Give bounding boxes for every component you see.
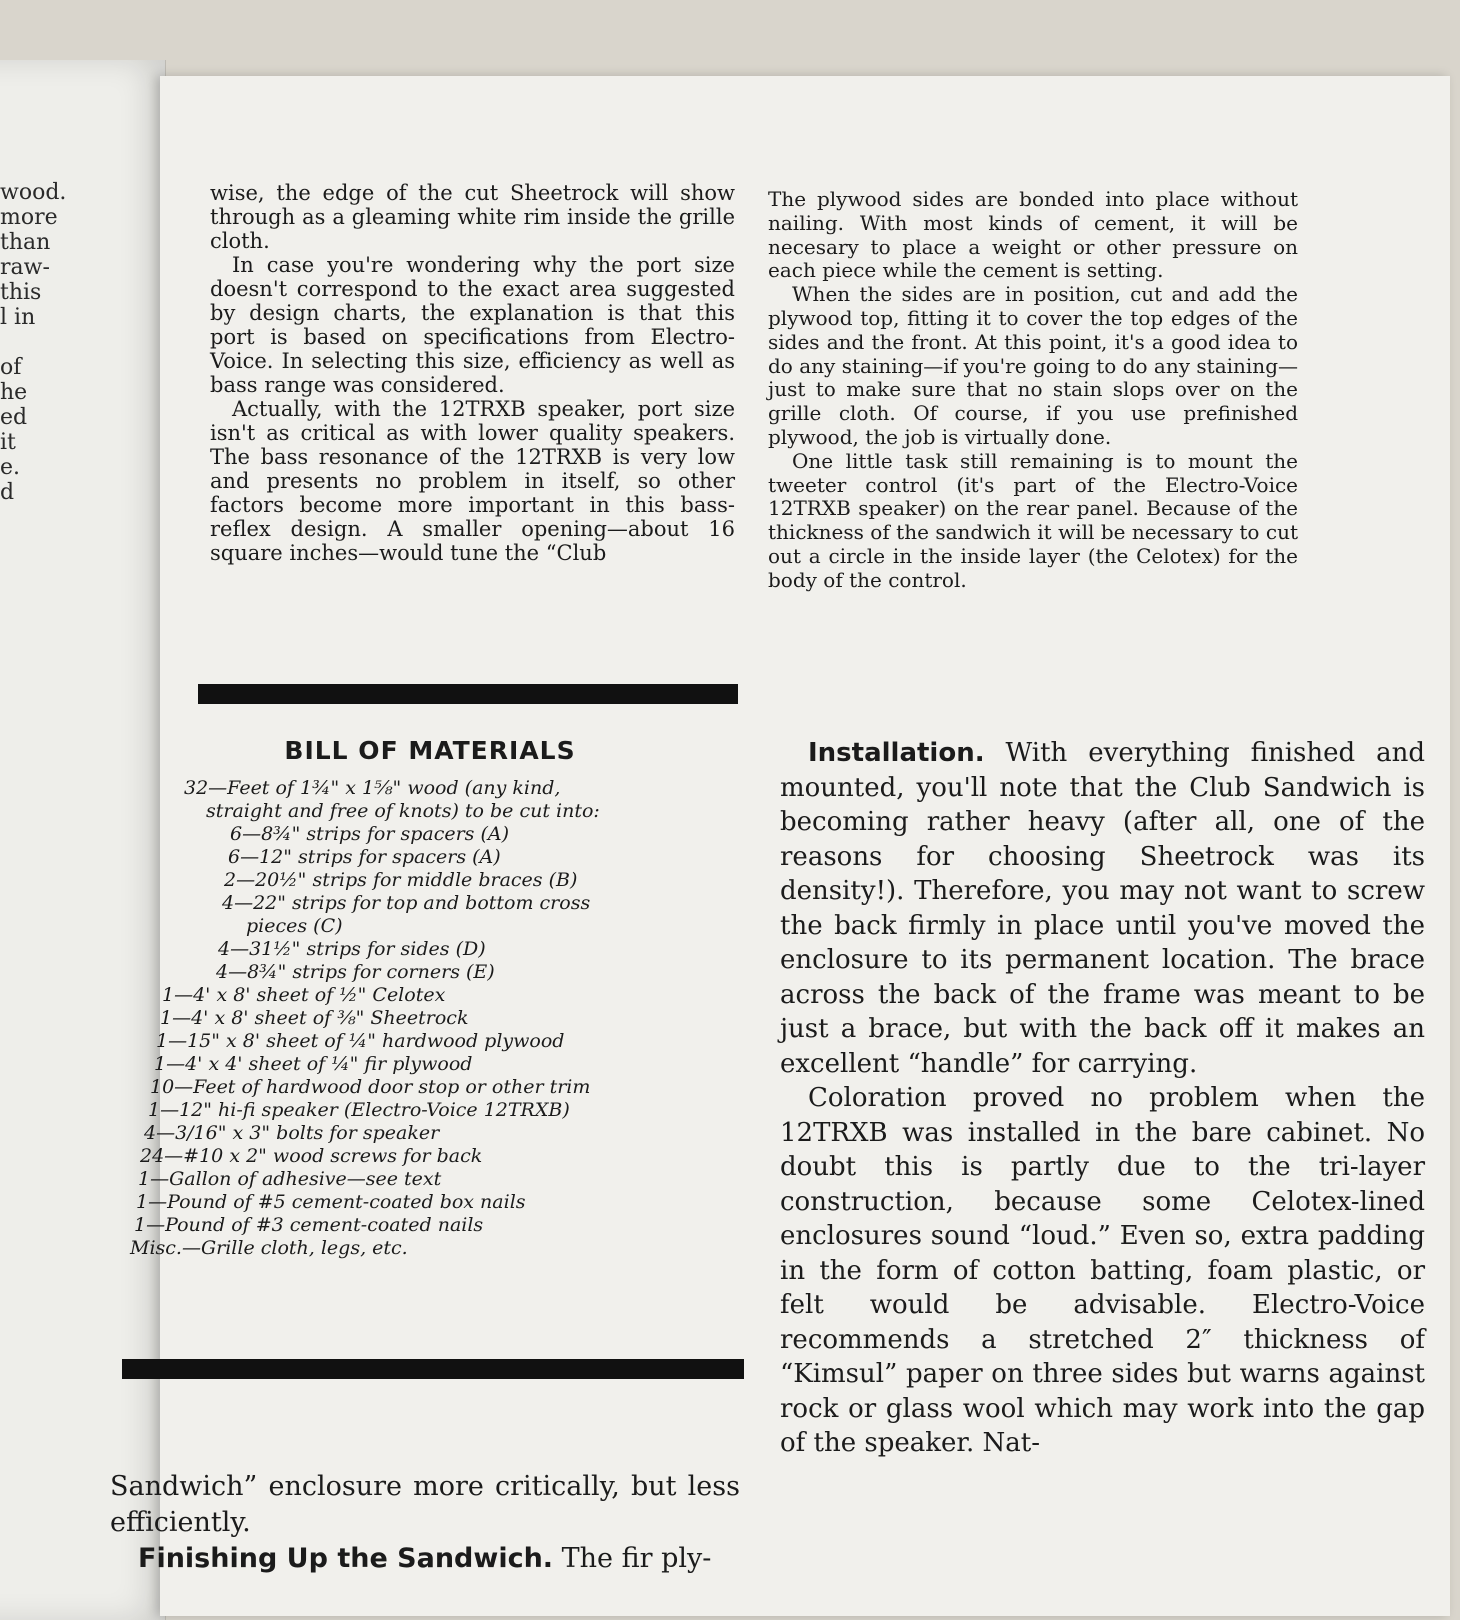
column-b <box>768 188 1298 593</box>
bom-item: pieces (C) <box>246 915 343 937</box>
left-fragment: he <box>0 380 28 405</box>
bom-item: 6—12" strips for spacers (A) <box>228 846 501 868</box>
bom-item: 6—8¾" strips for spacers (A) <box>230 823 510 845</box>
bom-item: 1—12" hi-fi speaker (Electro-Voice 12TRXB) <box>148 1099 570 1121</box>
paragraph: In case you're wondering why the port size doesn't correspond to the exact area suggested by design charts, the explanation is that this port is based on specifications from Electro-Voice. In selecting this size, efficiency as well as bass range was considered. <box>210 253 735 397</box>
column-a <box>210 181 735 565</box>
paragraph <box>780 736 1425 1081</box>
left-fragment: of <box>0 355 22 380</box>
bom-item: 4—3/16" x 3" bolts for speaker <box>144 1122 440 1144</box>
bill-of-materials-box <box>120 736 740 1260</box>
paragraph: Actually, with the 12TRXB speaker, port size isn't as critical as with lower quality speakers. The bass resonance of the 12TRXB is very low and presents no problem in itself, so other factors become more important in this bass-reflex design. A smaller opening—about 16 square inches—would tune the “Club <box>210 397 735 565</box>
divider-rule <box>122 1359 744 1379</box>
bom-item: straight and free of knots) to be cut into: <box>206 800 600 822</box>
bill-of-materials-title: BILL OF MATERIALS <box>284 736 576 765</box>
divider-rule <box>198 684 738 704</box>
left-fragment <box>0 330 170 355</box>
column-c <box>780 736 1425 1461</box>
bom-item: 4—8¾" strips for corners (E) <box>216 961 495 983</box>
paragraph <box>110 1541 740 1577</box>
bom-item: 32—Feet of 1¾" x 1⅝" wood (any kind, <box>184 777 561 799</box>
left-fragment: than <box>0 230 51 255</box>
bom-item: 2—20½" strips for middle braces (B) <box>224 869 578 891</box>
paragraph: Coloration proved no problem when the 12TRXB was installed in the bare cabinet. No doubt this is partly due to the tri-layer construction, because some Celotex-lined enclosures sound “loud.” Even so, extra padding in the form of cotton batting, foam plastic, or felt would be advisable. Electro-Voice recommends a stretched 2″ thickness of “Kimsul” paper on three sides but warns against rock or glass wool which may work into the gap of the speaker. Nat- <box>780 1083 1425 1458</box>
paragraph: Sandwich” enclosure more critically, but less efficiently. <box>110 1471 740 1538</box>
bom-item: 10—Feet of hardwood door stop or other trim <box>150 1076 591 1098</box>
paragraph-text: With everything finished and mounted, you'll note that the Club Sandwich is becoming rather heavy (after all, one of the reasons for choosing Sheetrock was its density!). Therefore, you may not want to screw the back firmly in place until you've moved the enclosure to its permanent location. The brace across the back of the frame was meant to be just a brace, but with the back off it makes an excellent “handle” for carrying. <box>780 738 1425 1079</box>
left-fragment: ed <box>0 405 28 430</box>
bom-item: 4—31½" strips for sides (D) <box>218 938 486 960</box>
paragraph: wise, the edge of the cut Sheetrock will show through as a gleaming white rim inside the grille cloth. <box>210 181 735 253</box>
left-fragment: e. <box>0 455 21 480</box>
paragraph: The plywood sides are bonded into place without nailing. With most kinds of cement, it will be necesary to place a weight or other pressure on each piece while the cement is setting. <box>768 187 1298 283</box>
bill-of-materials-list <box>120 777 740 1260</box>
bom-item: Misc.—Grille cloth, legs, etc. <box>130 1237 408 1259</box>
section-heading: Finishing Up the Sandwich. <box>138 1543 554 1574</box>
left-fragment: more <box>0 205 58 230</box>
left-page-text <box>0 180 170 505</box>
bom-item: 1—Pound of #3 cement-coated nails <box>134 1214 484 1236</box>
paragraph-text: The fir ply- <box>561 1543 712 1574</box>
paragraph: When the sides are in position, cut and add the plywood top, fitting it to cover the top edges of the sides and the front. At this point, it's a good idea to do any staining—if you're going to do any staining—just to make sure that no stain slops over on the grille cloth. Of course, if you use prefinished plywood, the job is virtually done. <box>768 282 1298 449</box>
bom-item: 1—4' x 8' sheet of ⅜" Sheetrock <box>160 1007 469 1029</box>
bom-item: 1—4' x 8' sheet of ½" Celotex <box>162 984 446 1006</box>
bom-item: 24—#10 x 2" wood screws for back <box>140 1145 483 1167</box>
left-fragment: it <box>0 430 16 455</box>
left-fragment: l in <box>0 305 36 330</box>
paragraph: One little task still remaining is to mount the tweeter control (it's part of the Electro-Voice 12TRXB speaker) on the rear panel. Because of the thickness of the sandwich it will be necessary to cut out a circle in the inside layer (the Celotex) for the body of the control. <box>768 448 1298 592</box>
section-heading: Installation. <box>808 738 985 768</box>
bom-item: 1—Gallon of adhesive—see text <box>138 1168 442 1190</box>
left-fragment: wood. <box>0 180 67 205</box>
bom-item: 1—Pound of #5 cement-coated box nails <box>136 1191 526 1213</box>
left-fragment: this <box>0 280 42 305</box>
continuation-text <box>110 1469 740 1577</box>
bom-item: 4—22" strips for top and bottom cross <box>222 892 591 914</box>
left-fragment: raw- <box>0 255 50 280</box>
left-fragment: d <box>0 480 15 505</box>
magazine-page <box>110 76 1450 1616</box>
bom-item: 1—4' x 4' sheet of ¼" fir plywood <box>154 1053 473 1075</box>
bom-item: 1—15" x 8' sheet of ¼" hardwood plywood <box>156 1030 565 1052</box>
